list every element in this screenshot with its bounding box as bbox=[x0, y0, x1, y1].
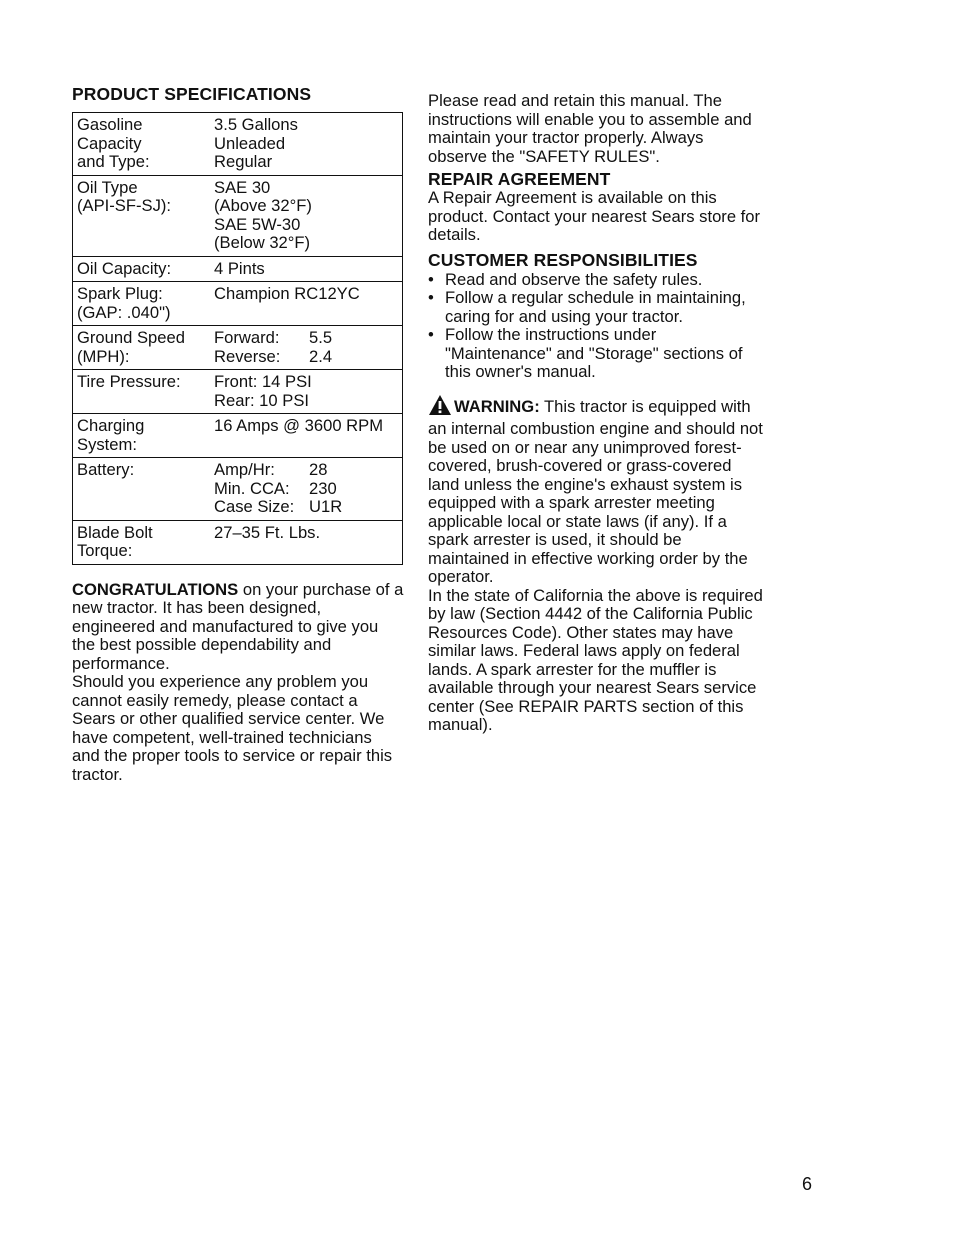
customer-heading: CUSTOMER RESPONSIBILITIES bbox=[428, 249, 698, 270]
spec-row bbox=[73, 175, 402, 256]
warning-lead: WARNING: bbox=[454, 396, 540, 416]
right-column bbox=[428, 92, 763, 735]
congrats-section bbox=[72, 581, 404, 785]
spec-label: Oil Type (API-SF-SJ): bbox=[77, 177, 172, 215]
spec-pair-key: Case Size: bbox=[214, 497, 295, 516]
spec-pair-key: Min. CCA: bbox=[214, 478, 290, 498]
spec-label: Gasoline Capacity and Type: bbox=[77, 115, 150, 171]
spec-pair bbox=[214, 480, 342, 499]
spec-value: Front: 14 PSI Rear: 10 PSI bbox=[214, 372, 312, 410]
left-column bbox=[72, 84, 404, 784]
spec-pair bbox=[214, 348, 332, 367]
specs-heading: PRODUCT SPECIFICATIONS bbox=[72, 84, 312, 104]
spec-row bbox=[73, 113, 402, 175]
warning-paragraph bbox=[428, 394, 763, 587]
spec-pair-value: U1R bbox=[309, 497, 343, 516]
customer-item: • Follow a regular schedule in maintaining, caring for and using your tractor. bbox=[428, 289, 763, 326]
california-paragraph: In the state of California the above is required by law (Section 4442 of the California Public Resources Code). Other states may have similar laws. Federal laws apply on federal lands. A spark arrester for the muffler is available through your nearest Sears service center (See REPAIR PARTS section of this manual). bbox=[428, 585, 763, 734]
spec-value: Champion RC12YC bbox=[214, 284, 360, 303]
spec-value bbox=[214, 329, 332, 366]
intro-paragraph: Please read and retain this manual. The instructions will enable you to assemble and maintain your tractor properly. Always observe the "SAFETY RULES". bbox=[428, 91, 752, 166]
spec-row bbox=[73, 413, 402, 457]
spec-value: 4 Pints bbox=[214, 258, 265, 278]
page-number: 6 bbox=[801, 1174, 812, 1194]
spec-label: Tire Pressure: bbox=[77, 372, 181, 391]
repair-heading: REPAIR AGREEMENT bbox=[428, 169, 611, 189]
customer-item: • Read and observe the safety rules. bbox=[428, 271, 763, 290]
spec-pair-value: 230 bbox=[309, 478, 337, 498]
spec-row bbox=[73, 281, 402, 325]
spec-label: Charging System: bbox=[77, 416, 145, 454]
spec-row bbox=[73, 369, 402, 413]
customer-list bbox=[428, 271, 763, 382]
repair-text: A Repair Agreement is available on this product. Contact your nearest Sears store for details. bbox=[428, 188, 761, 244]
spec-value: 3.5 Gallons Unleaded Regular bbox=[214, 115, 298, 171]
spec-row bbox=[73, 325, 402, 369]
spec-row bbox=[73, 256, 402, 282]
spec-value: SAE 30 (Above 32°F) SAE 5W-30 (Below 32°F) bbox=[214, 177, 312, 252]
service-paragraph: Should you experience any problem you cannot easily remedy, please contact a Sears or other qualified service center. We have competent, well-trained technicians and the proper tools to service or repair this tractor. bbox=[72, 672, 393, 784]
spec-pair bbox=[214, 329, 332, 348]
spec-pair-key: Reverse: bbox=[214, 346, 281, 366]
spec-label: Ground Speed (MPH): bbox=[77, 328, 185, 366]
customer-item: • Follow the instructions under "Maintenance" and "Storage" sections of this owner's manual. bbox=[428, 326, 763, 382]
spec-pair-key: Amp/Hr: bbox=[214, 460, 275, 479]
spec-label: Oil Capacity: bbox=[77, 258, 172, 278]
spec-pair-value: 2.4 bbox=[309, 346, 333, 366]
spec-table bbox=[72, 112, 403, 565]
congrats-lead: CONGRATULATIONS bbox=[72, 579, 239, 599]
spec-value bbox=[214, 461, 342, 517]
congrats-text: on your purchase of a new tractor. It has been designed, engineered and manufactured to give you the best possible dependability and performance. bbox=[72, 579, 404, 673]
spec-pair bbox=[214, 498, 342, 517]
spec-label: Battery: bbox=[77, 460, 135, 479]
congrats-paragraph bbox=[72, 581, 404, 674]
spec-pair bbox=[214, 461, 342, 480]
spec-label: Blade Bolt Torque: bbox=[77, 522, 153, 560]
spec-pair-value: 28 bbox=[309, 460, 328, 479]
warning-triangle-icon bbox=[428, 394, 452, 421]
spec-label: Spark Plug: (GAP: .040") bbox=[77, 284, 171, 322]
spec-value: 27–35 Ft. Lbs. bbox=[214, 522, 321, 542]
warning-text: This tractor is equipped with an internal combustion engine and should not be used on or near any unimproved forest-covered, brush-covered or grass-covered land unless the engine's exhaust system is equipped with a spark arrester meeting applicable local or state laws (if any). If a spark arrester is used, it should be maintained in effective working order by the operator. bbox=[428, 396, 763, 586]
spec-pair-value: 5.5 bbox=[309, 328, 333, 347]
spec-row bbox=[73, 520, 402, 564]
spec-value: 16 Amps @ 3600 RPM bbox=[214, 416, 384, 435]
spec-row bbox=[73, 457, 402, 520]
spec-pair-key: Forward: bbox=[214, 328, 280, 347]
